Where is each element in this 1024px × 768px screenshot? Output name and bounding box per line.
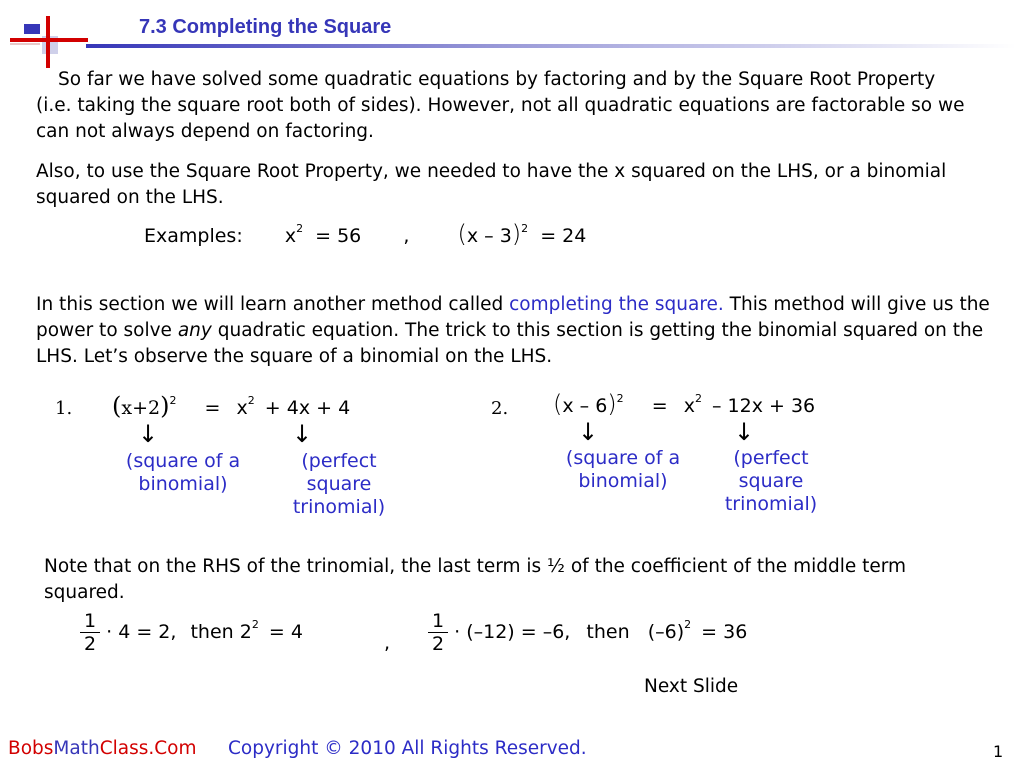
completing-the-square-term: completing the square. (509, 294, 724, 315)
example-1-note-trinomial: (perfect square trinomial) (292, 450, 386, 518)
example-1: $x^2 = 56$ (284, 222, 362, 247)
intro-paragraph-2: Also, to use the Square Root Property, we needed to have the x squared on the LHS, or a binomial squared on the LHS. (36, 161, 947, 208)
next-slide-link[interactable]: Next Slide (644, 676, 739, 697)
emphasis-any: any (177, 320, 212, 341)
arrow-down-icon: ↓ (578, 418, 599, 446)
section-paragraph: In this section we will learn another method called completing the square. This method will give us the power to solve any quadratic equation. The trick to this section is getting the binomial squared on the LHS. Let’s observe the square of a binomial on the LHS. (36, 294, 990, 367)
arrow-down-icon: ↓ (734, 418, 755, 446)
example-2-note-binomial: (square of a binomial) (565, 447, 681, 492)
cross-logo-icon (6, 14, 88, 68)
calculation-separator: , (384, 632, 391, 654)
example-2-note-trinomial: (perfect square trinomial) (724, 447, 818, 515)
title-underline (86, 44, 1016, 48)
example-1-equation: $(x+2)^2 = x^2 + 4x + 4$ (112, 392, 351, 420)
examples-line (144, 220, 586, 248)
note-paragraph: Note that on the RHS of the trinomial, the last term is ½ of the coefficient of the middle term squared. (44, 556, 907, 603)
page-number: 1 (993, 742, 1004, 761)
example-2: (x – 3)$^2$ = 24 (457, 220, 587, 248)
footer-brand[interactable]: BobsMathClass.Com (8, 738, 197, 759)
calculation-2: $\frac{1}{2}$ · (–12) = –6, then $(-6)^2 = 36$ (428, 610, 747, 655)
example-2-equation: $(x - 6)^2 = x^2 - 12x + 36$ (553, 390, 816, 418)
example-1-note-binomial: (square of a binomial) (125, 450, 241, 495)
example-1-number: 1. (55, 398, 73, 419)
example-2-number: 2. (491, 398, 509, 419)
arrow-down-icon: ↓ (138, 420, 159, 448)
examples-label: Examples: (144, 225, 243, 247)
examples-separator: , (403, 225, 410, 247)
page-title: 7.3 Completing the Square (139, 16, 392, 38)
slide-logo (6, 14, 88, 68)
intro-paragraph-1: So far we have solved some quadratic equations by factoring and by the Square Root Property (i.e. taking the square root both of sides). However, not all quadratic equations are factorable so we can not always depend on factoring. (36, 69, 965, 142)
arrow-down-icon: ↓ (292, 420, 313, 448)
calculation-1: $\frac{1}{2}$ · 4 = 2, then $2^2 = 4$ (80, 610, 303, 655)
footer-copyright: Copyright © 2010 All Rights Reserved. (228, 738, 587, 759)
